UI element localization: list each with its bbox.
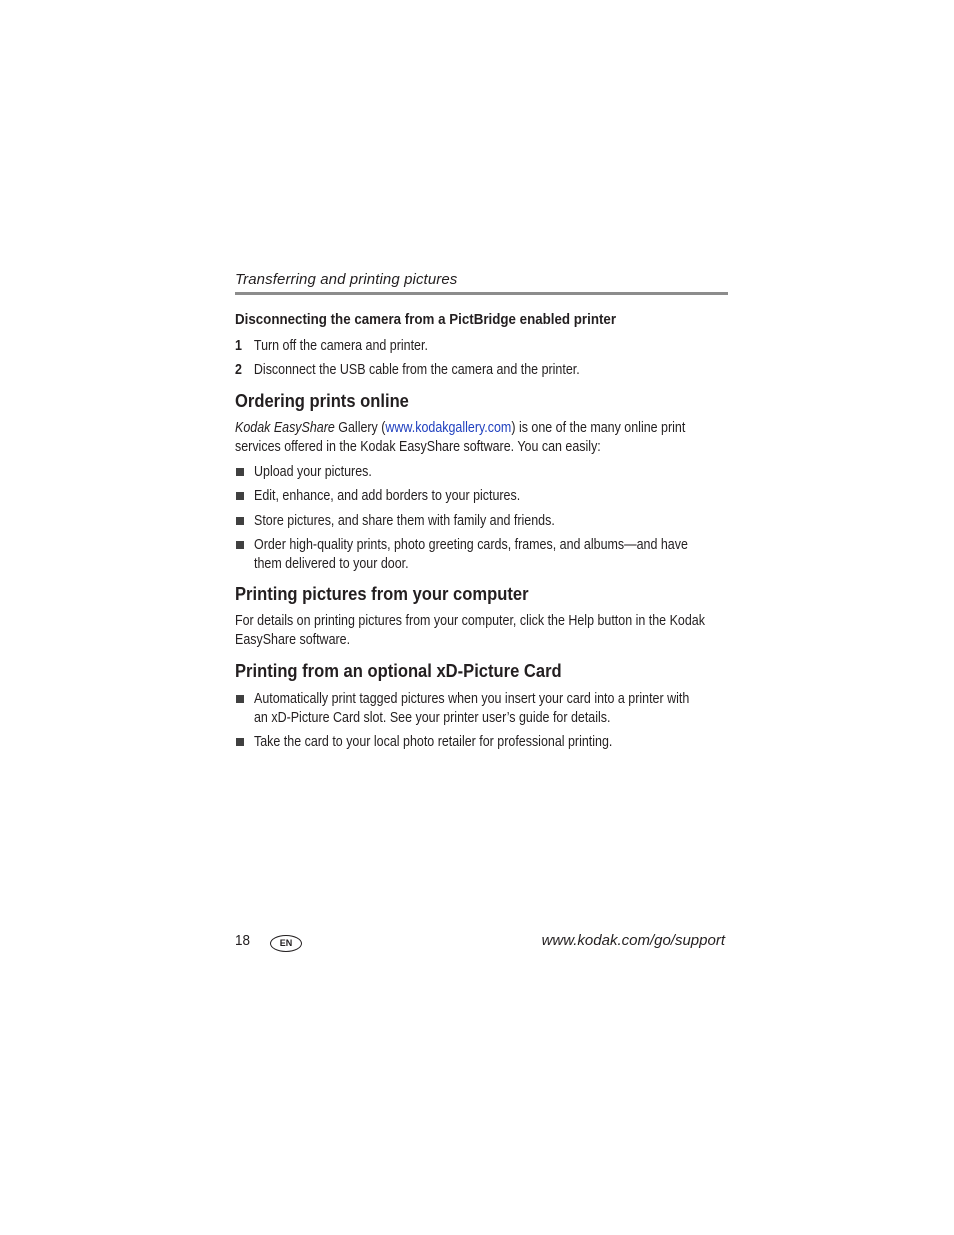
bullet-text: Automatically print tagged pictures when you insert your card into a printer with <box>254 691 690 707</box>
disconnect-heading: Disconnecting the camera from a PictBridge enabled printer <box>235 312 617 328</box>
bullet-text-continued: them delivered to your door. <box>254 556 409 572</box>
bullet-text: Upload your pictures. <box>254 464 372 480</box>
computer-heading: Printing pictures from your computer <box>235 584 529 604</box>
support-url[interactable]: www.kodak.com/go/support <box>541 932 725 949</box>
step-number: 1 <box>235 338 242 354</box>
square-bullet-icon <box>236 695 244 703</box>
ordering-heading: Ordering prints online <box>235 391 409 411</box>
square-bullet-icon <box>236 492 244 500</box>
square-bullet-icon <box>236 517 244 525</box>
running-head: Transferring and printing pictures <box>235 271 458 288</box>
bullet-text: Store pictures, and share them with family and friends. <box>254 513 555 529</box>
intro-text: Gallery ( <box>334 420 386 436</box>
computer-text-line1: For details on printing pictures from your computer, click the Help button in the Kodak <box>235 613 705 629</box>
step-number: 2 <box>235 362 242 378</box>
bullet-text: Edit, enhance, and add borders to your pictures. <box>254 488 521 504</box>
ordering-intro-line1 <box>235 419 685 438</box>
bullet-text: Order high-quality prints, photo greeting cards, frames, and albums—and have <box>254 537 688 553</box>
ordering-intro-line2: services offered in the Kodak EasyShare software. You can easily: <box>235 439 601 455</box>
language-badge-icon: EN <box>270 935 302 952</box>
square-bullet-icon <box>236 738 244 746</box>
computer-text-line2: EasyShare software. <box>235 632 351 648</box>
square-bullet-icon <box>236 541 244 549</box>
bullet-text-continued: an xD-Picture Card slot. See your printer user’s guide for details. <box>254 710 611 726</box>
square-bullet-icon <box>236 468 244 476</box>
step-text: Turn off the camera and printer. <box>253 338 428 354</box>
page-number: 18 <box>235 932 251 949</box>
intro-text: ) is one of the many online print <box>511 420 686 436</box>
step-text: Disconnect the USB cable from the camera and the printer. <box>253 362 580 378</box>
kodakgallery-link[interactable]: www.kodakgallery.com <box>385 420 512 436</box>
bullet-text: Take the card to your local photo retailer for professional printing. <box>254 734 613 750</box>
header-rule <box>235 292 728 295</box>
brand-name: Kodak EasyShare <box>235 420 335 436</box>
xd-card-heading: Printing from an optional xD-Picture Card <box>235 661 562 681</box>
